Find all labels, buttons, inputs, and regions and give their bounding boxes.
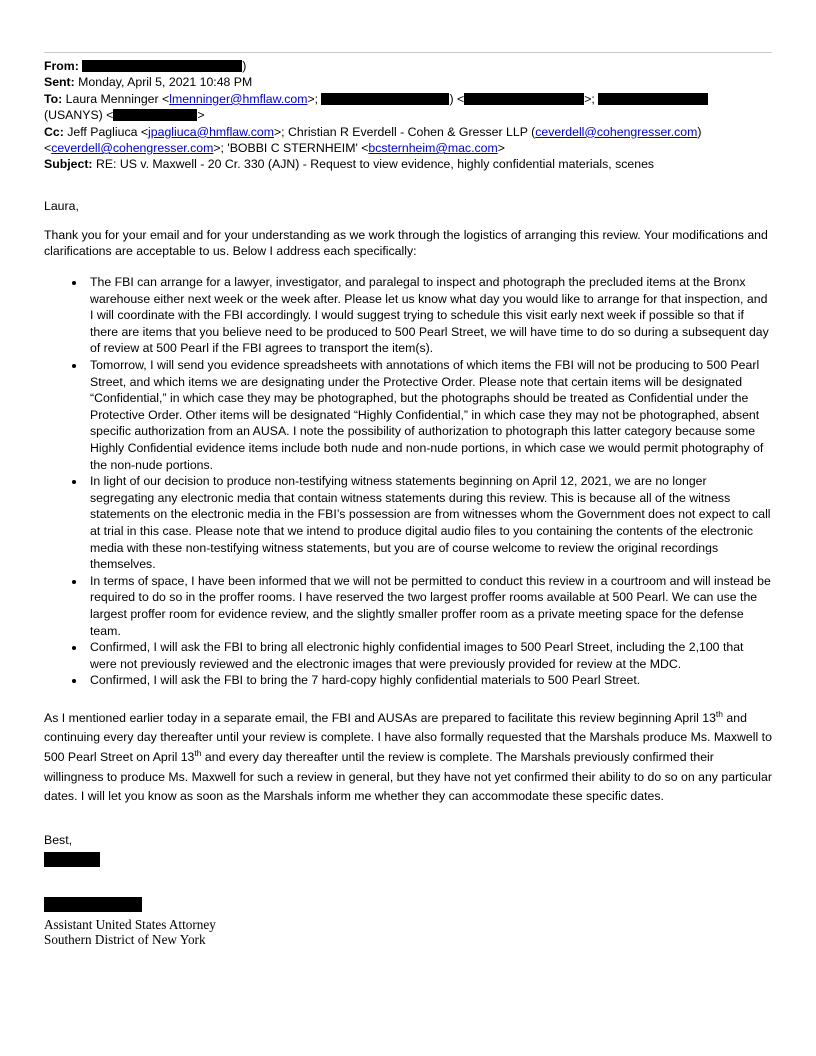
salutation: Laura, bbox=[44, 198, 79, 213]
header-from-line bbox=[44, 58, 772, 74]
email-body-container bbox=[44, 58, 772, 948]
header-divider-rule bbox=[44, 52, 772, 53]
intro-paragraph: Thank you for your email and for your understanding as we work through the logistics of arranging this review. Your modifications and clarifications are acceptable to us. Below I address each specifically: bbox=[44, 227, 768, 259]
ordinal-suffix-1: th bbox=[715, 708, 724, 719]
redaction-from-address bbox=[82, 60, 242, 72]
header-subject-line bbox=[44, 156, 772, 172]
header-cc-line bbox=[44, 124, 772, 140]
from-trailing-paren: ) bbox=[242, 59, 247, 73]
to-recipient-1-name: Laura Menninger < bbox=[65, 91, 170, 106]
cc-separator-4: > bbox=[497, 141, 505, 156]
redaction-sender-name bbox=[44, 897, 142, 912]
signature-office: Southern District of New York bbox=[44, 932, 206, 948]
closing-text-part-2: and continuing every day thereafter until your review is complete. I have also formally requested that the Marshals produce Ms. Maxwell to 500 Pearl Street on April 13 bbox=[44, 710, 772, 765]
to-separator-1: >; bbox=[307, 91, 322, 106]
redaction-to-address-2 bbox=[464, 93, 584, 105]
sent-value: Monday, April 5, 2021 10:48 PM bbox=[78, 75, 253, 90]
list-item: • Tomorrow, I will send you evidence spreadsheets with annotations of which items the FBI will not be producing to 500 Pearl Street, and which items we are designating under the Protective Order. Please note that certain items will be designated “Confidential,” in which case they may be photographed, but the photographs should be treated as Confidential under the Protective Order. Other items will be designated “Highly Confidential,” in which case they may not be photographed, absent specific authorization from an AUSA. I note the possibility of authorization to photograph this latter category because some Highly Confidential evidence items include both nude and non-nude portions, in which case we would permit photography of the non-nude portions. bbox=[86, 357, 772, 473]
list-item: • In terms of space, I have been informed that we will not be permitted to conduct this review in a courtroom and will instead be required to do so in the proffer rooms. I have reserved the two largest proffer rooms available at 500 Pearl. We can use the largest proffer room for evidence review, and the slightly smaller proffer room as a private meeting space for the defense team. bbox=[86, 573, 772, 639]
subject-label: Subject: bbox=[44, 157, 93, 172]
cc-separator-2: ) bbox=[697, 124, 702, 139]
to-usanys-text: (USANYS) < bbox=[44, 108, 114, 123]
cc-open-bracket: < bbox=[44, 141, 52, 156]
from-label: From: bbox=[44, 59, 79, 73]
redaction-to-address-3 bbox=[113, 109, 197, 121]
header-cc-line-continued bbox=[44, 140, 772, 156]
cc-recipient-1-name: Jeff Pagliuca < bbox=[67, 124, 149, 139]
to-email-link-1[interactable]: lmenninger@hmflaw.com bbox=[169, 91, 308, 106]
closing-text-part-3: and every day thereafter until the review is complete. The Marshals previously confirmed their willingness to produce Ms. Maxwell for such a review in general, but they have not yet confirmed their ability to do so on any particular dates. I will let you know as soon as the Marshals inform me whether they can accommodate these specific dates. bbox=[44, 750, 772, 804]
list-item: • Confirmed, I will ask the FBI to bring the 7 hard-copy highly confidential materials to 500 Pearl Street. bbox=[86, 672, 772, 689]
bullet-list bbox=[44, 274, 772, 689]
to-separator-3: >; bbox=[584, 91, 599, 106]
list-item: • The FBI can arrange for a lawyer, investigator, and paralegal to inspect and photograph the precluded items at the Bronx warehouse either next week or the week after. Please let us know what day you would like to arrange for that inspection, and I will coordinate with the FBI accordingly. I would suggest trying to schedule this visit early next week if possible so that if there are items that you believe need to be produced to 500 Pearl Street, we will have time to do so during a subsequent day of review at 500 Pearl if the FBI agrees to transport the item(s). bbox=[86, 274, 772, 357]
cc-email-link-2[interactable]: ceverdell@cohengresser.com bbox=[535, 124, 698, 139]
email-headers bbox=[44, 58, 772, 173]
cc-email-link-3[interactable]: ceverdell@cohengresser.com bbox=[51, 141, 214, 156]
header-sent-line bbox=[44, 74, 772, 90]
ordinal-suffix-2: th bbox=[194, 747, 202, 758]
cc-separator-1: >; Christian R Everdell - Cohen & Gresser LLP ( bbox=[274, 124, 536, 139]
closing-paragraph bbox=[44, 709, 772, 807]
list-item: • Confirmed, I will ask the FBI to bring all electronic highly confidential images to 500 Pearl Street, including the 2,100 that were not previously reviewed and the electronic images that were previously provided for review at the MDC. bbox=[86, 639, 772, 672]
to-separator-2: ) < bbox=[449, 91, 465, 106]
header-to-line-continued bbox=[44, 107, 772, 123]
signature-title: Assistant United States Attorney bbox=[44, 916, 216, 932]
redaction-to-name-2 bbox=[321, 93, 449, 105]
cc-email-link-1[interactable]: jpagliuca@hmflaw.com bbox=[148, 124, 274, 139]
sign-off: Best, bbox=[44, 832, 73, 847]
redaction-to-name-3 bbox=[598, 93, 708, 105]
to-label: To: bbox=[44, 91, 63, 106]
closing-text-part-1: As I mentioned earlier today in a separate email, the FBI and AUSAs are prepared to facilitate this review beginning April 13 bbox=[44, 710, 716, 725]
sent-label: Sent: bbox=[44, 75, 75, 90]
redaction-signature-name bbox=[44, 852, 100, 867]
list-item: • In light of our decision to produce non-testifying witness statements beginning on April 12, 2021, we are no longer segregating any electronic media that contain witness statements during this review. This is because all of the witness statements on the electronic media in the FBI’s possession are from witnesses whom the Government does not expect to call at trial in this case. Please note that we intend to produce digital audio files to you containing the contents of the electronic media with these non-testifying witness statements, but you are of course welcome to review the original recordings themselves. bbox=[86, 473, 772, 573]
cc-separator-3: >; 'BOBBI C STERNHEIM' < bbox=[213, 141, 369, 156]
to-line-end: > bbox=[197, 108, 205, 123]
cc-email-link-4[interactable]: bcsternheim@mac.com bbox=[368, 141, 498, 156]
header-to-line bbox=[44, 91, 772, 107]
cc-label: Cc: bbox=[44, 124, 64, 139]
subject-value: RE: US v. Maxwell - 20 Cr. 330 (AJN) - Request to view evidence, highly confidential materials, scenes bbox=[95, 157, 655, 172]
